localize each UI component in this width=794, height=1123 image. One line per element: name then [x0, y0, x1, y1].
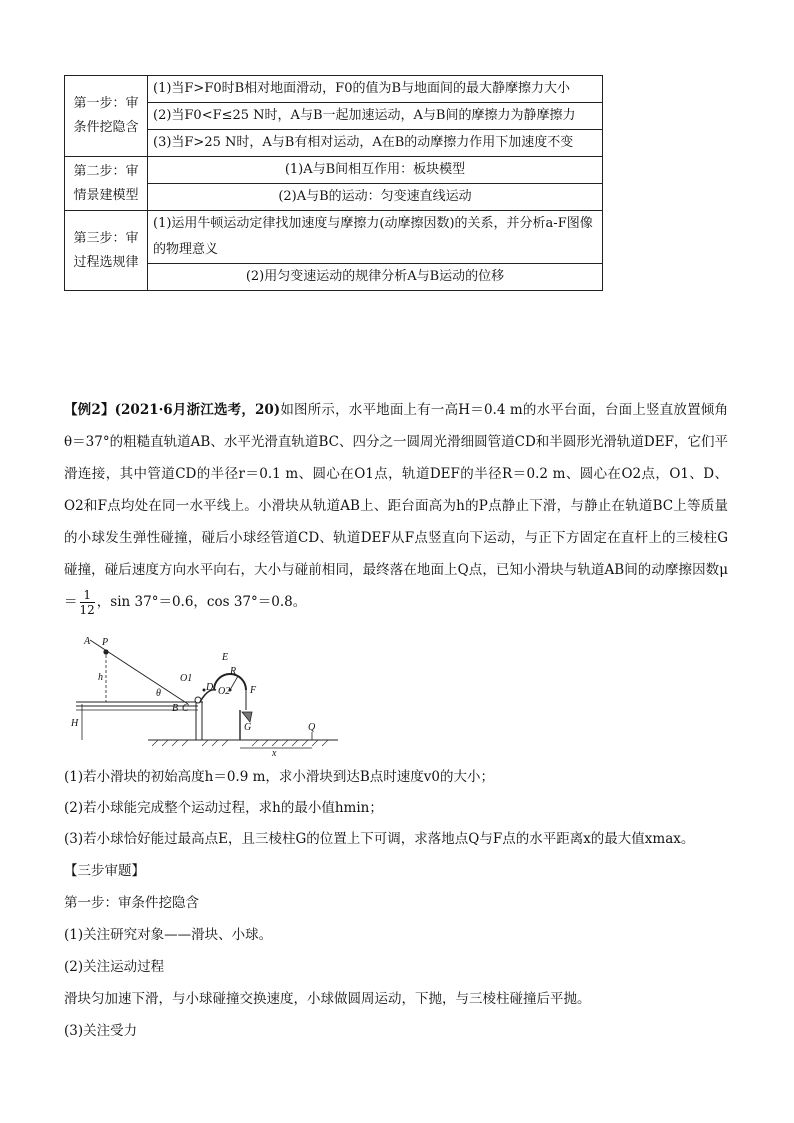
table-cell: (1)运用牛顿运动定律找加速度与摩擦力(动摩擦因数)的关系，并分析a-F图像的物理意义: [148, 211, 603, 264]
table-cell: (1)A与B间相互作用：板块模型: [148, 157, 603, 184]
example-paragraph: [64, 394, 728, 618]
table-cell: (3)当F>25 N时，A与B有相对运动，A在B的动摩擦力作用下加速度不变: [148, 130, 603, 157]
label-p: P: [102, 637, 109, 648]
label-b: B: [172, 703, 179, 714]
table-row: [65, 211, 603, 264]
label-f: F: [250, 685, 257, 696]
platform-pillar: [196, 702, 202, 740]
example-source: (2021·6月浙江选考，20): [114, 402, 281, 418]
question-1: (1)若小滑块的初始高度h＝0.9 m，求小滑块到达B点时速度v0的大小；: [64, 769, 495, 785]
table-row: [65, 157, 603, 184]
table-cell: (1)当F>F0时B相对地面滑动，F0的值为B与地面间的最大静摩擦力大小: [148, 76, 603, 103]
analysis-item1: (1)关注研究对象——滑块、小球。: [64, 927, 273, 943]
analysis-item2-detail: 滑块匀加速下滑，与小球碰撞交换速度，小球做圆周运动，下抛，与三棱柱碰撞后平抛。: [64, 991, 591, 1007]
mu-fraction: [80, 588, 95, 617]
table-row: [65, 76, 603, 103]
ground-hatch: [152, 740, 328, 746]
label-o2: O2: [218, 686, 231, 697]
label-g: G: [244, 722, 252, 733]
question-3: (3)若小球恰好能过最高点E，且三棱柱G的位置上下可调，求落地点Q与F点的水平距离x的最大值xmax。: [64, 831, 695, 847]
radius-r: [230, 676, 238, 690]
incline-ab: [90, 640, 188, 704]
table-cell: (2)A与B的运动：匀变速直线运动: [148, 184, 603, 211]
three-step-table: [64, 75, 603, 291]
table-step-head: 第一步：审条件挖隐含: [65, 76, 148, 157]
track-diagram-figure: [68, 632, 343, 757]
label-o1: O1: [180, 673, 193, 684]
table-cell: (2)用匀变速运动的规律分析A与B运动的位移: [148, 264, 603, 291]
analysis-item2: (2)关注运动过程: [64, 959, 165, 975]
label-c: C: [182, 703, 189, 714]
table-cell: (2)当F0<F≤25 N时，A与B一起加速运动，A与B间的摩擦力为静摩擦力: [148, 103, 603, 130]
analysis-item3: (3)关注受力: [64, 1023, 138, 1039]
label-h: h: [98, 672, 103, 683]
analysis-heading: 【三步审题】: [64, 863, 145, 879]
prism-g: [242, 712, 252, 722]
mu-denominator: 12: [79, 603, 95, 617]
label-H: H: [71, 718, 79, 729]
slider-p: [103, 649, 108, 654]
example-tag: 【例2】: [64, 402, 115, 418]
ball-c: [195, 697, 201, 703]
table-step-head: 第二步：审情景建模型: [65, 157, 148, 211]
label-x: x: [272, 748, 277, 757]
label-r: R: [230, 666, 237, 677]
table-step-head: 第三步：审过程选规律: [65, 211, 148, 291]
analysis-step1: 第一步：审条件挖隐含: [64, 895, 199, 911]
label-d: D: [206, 682, 214, 693]
label-q: Q: [308, 722, 316, 733]
example-body: 如图所示，水平地面上有一高H＝0.4 m的水平台面，台面上竖直放置倾角θ＝37°的粗糙直轨道AB、水平光滑直轨道BC、四分之一圆周光滑细圆管道CD和半圆形光滑轨道DEF，它们平滑连接，其中管道CD的半径r＝0.1 m、圆心在O1点，轨道DEF的半径R＝0.2 m、圆心在O2点，O1、D、O2和F点均处在同一水平线上。小滑块从轨道AB上、距台面高为h的P点静止下滑，与静止在轨道BC上等质量的小球发生弹性碰撞，碰后小球经管道CD、轨道DEF从F点竖直向下运动，与正下方固定在直杆上的三棱柱G碰撞，碰后速度方向水平向右，大小与碰前相同，最终落在地面上Q点，已知小滑块与轨道AB间的动摩擦因数μ＝: [64, 402, 728, 610]
example-trig: ，sin 37°＝0.6，cos 37°＝0.8。: [96, 594, 307, 610]
label-a: A: [84, 636, 91, 647]
mu-numerator: 1: [80, 588, 95, 603]
question-2: (2)若小球能完成整个运动过程，求h的最小值hmin；: [64, 800, 383, 816]
label-theta: θ: [156, 688, 161, 699]
label-e: E: [222, 652, 229, 663]
